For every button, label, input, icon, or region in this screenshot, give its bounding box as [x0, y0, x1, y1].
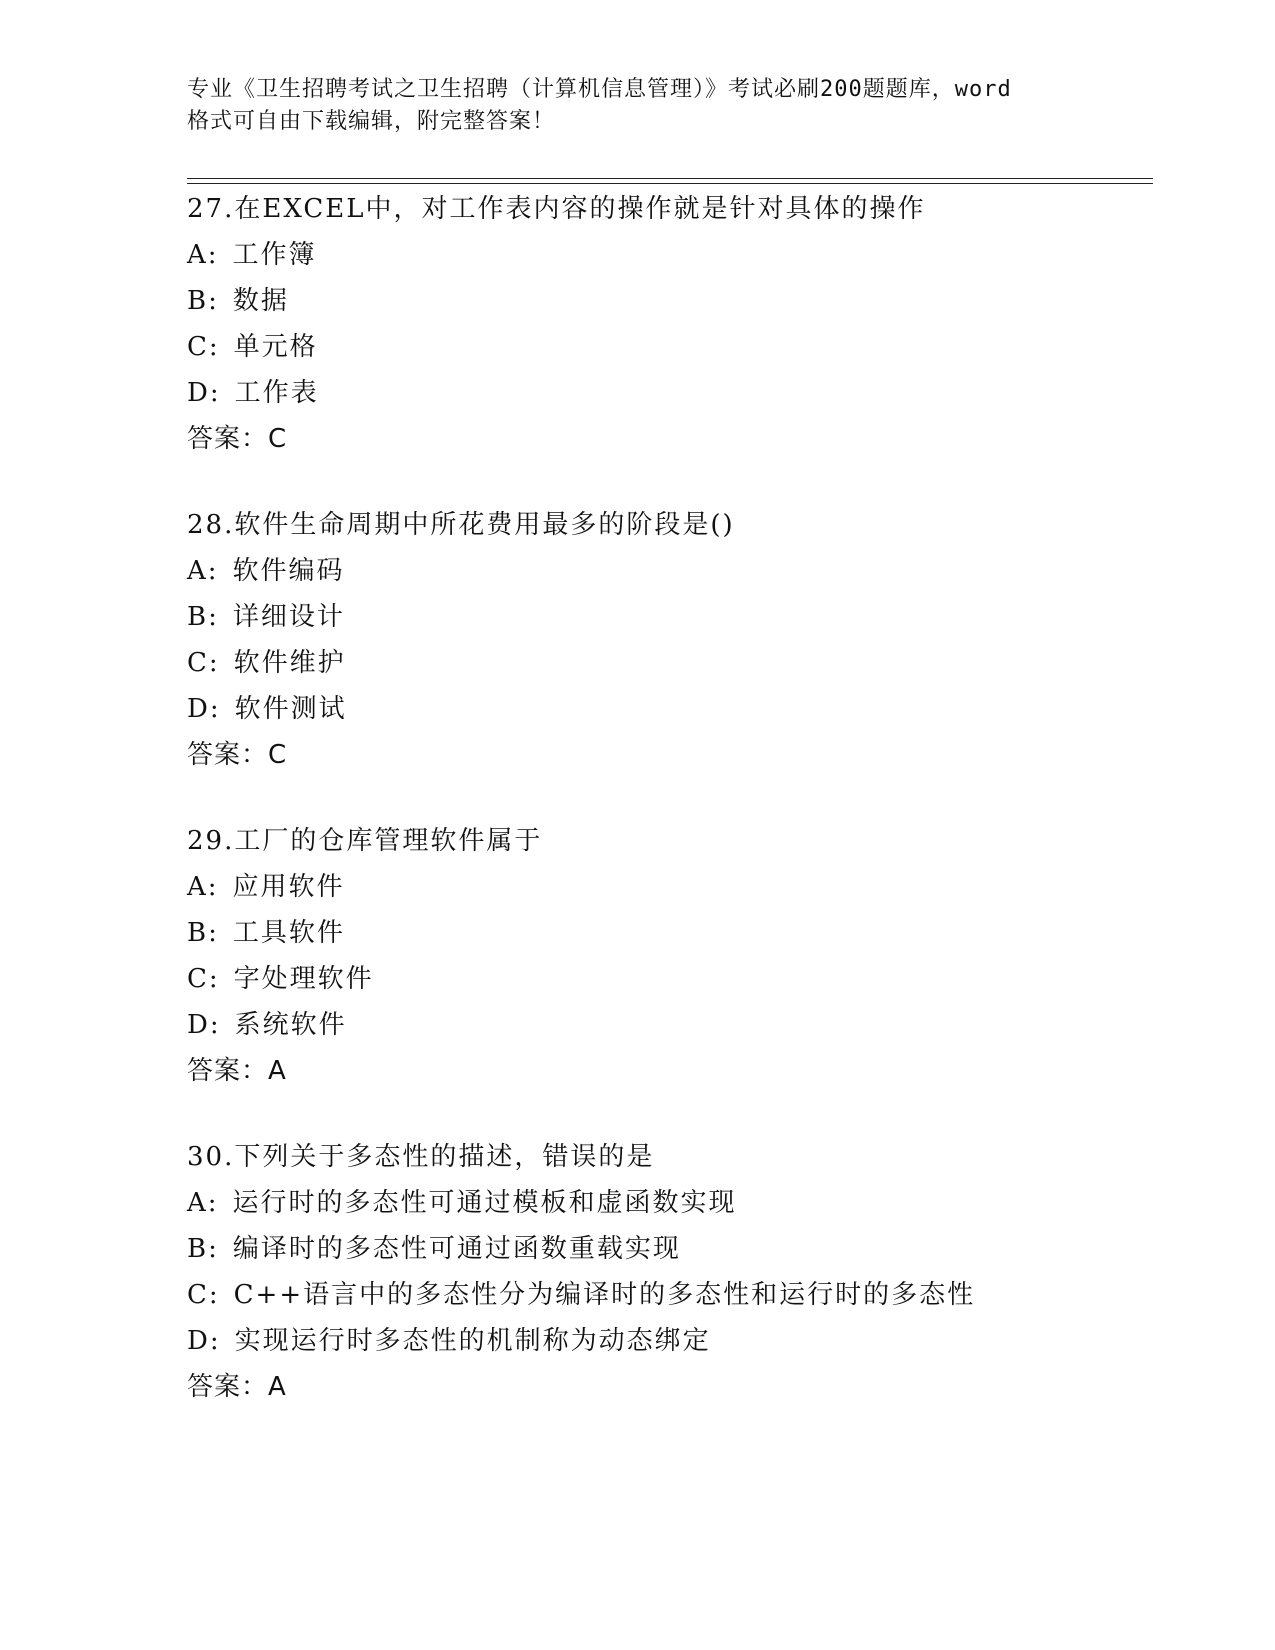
- option-text: C++语言中的多态性分为编译时的多态性和运行时的多态性: [233, 1280, 976, 1310]
- option-b: [187, 278, 1187, 324]
- option-key: D:: [187, 694, 221, 724]
- option-key: B:: [187, 1234, 219, 1264]
- option-key: C:: [187, 1280, 220, 1310]
- option-b: [187, 594, 1187, 640]
- option-d: [187, 370, 1187, 416]
- option-key: C:: [187, 964, 220, 994]
- option-key: C:: [187, 332, 220, 362]
- option-text: 软件测试: [234, 694, 347, 724]
- option-text: 应用软件: [232, 872, 345, 902]
- option-text: 软件编码: [232, 556, 345, 586]
- option-text: 详细设计: [232, 602, 345, 632]
- option-c: [187, 1272, 1187, 1318]
- option-text: 运行时的多态性可通过模板和虚函数实现: [232, 1188, 737, 1218]
- question-stem: 28.软件生命周期中所花费用最多的阶段是(): [187, 510, 735, 540]
- option-text: 工具软件: [232, 918, 345, 948]
- option-a: [187, 1180, 1187, 1226]
- header-divider: [187, 178, 1153, 184]
- question-30: [187, 1134, 1187, 1410]
- question-stem: 29.工厂的仓库管理软件属于: [187, 826, 543, 856]
- option-key: D:: [187, 1326, 221, 1356]
- question-27: [187, 186, 1187, 462]
- option-text: 实现运行时多态性的机制称为动态绑定: [234, 1326, 711, 1356]
- header-title-line-1: 专业《卫生招聘考试之卫生招聘（计算机信息管理）》考试必刷200题题库，word: [187, 77, 1012, 102]
- option-text: 工作簿: [232, 240, 317, 270]
- option-key: A:: [187, 240, 219, 270]
- option-key: B:: [187, 602, 219, 632]
- question-stem: 30.下列关于多态性的描述，错误的是: [187, 1142, 655, 1172]
- answer-line: 答案：A: [187, 1056, 287, 1086]
- option-text: 编译时的多态性可通过函数重载实现: [232, 1234, 681, 1264]
- option-d: [187, 1318, 1187, 1364]
- option-a: [187, 864, 1187, 910]
- option-key: A:: [187, 1188, 219, 1218]
- document-header: [187, 74, 1087, 138]
- option-key: B:: [187, 918, 219, 948]
- option-a: [187, 232, 1187, 278]
- option-c: [187, 640, 1187, 686]
- answer-line: 答案：A: [187, 1372, 287, 1402]
- option-a: [187, 548, 1187, 594]
- option-text: 单元格: [233, 332, 318, 362]
- option-text: 软件维护: [233, 648, 346, 678]
- header-title-line-2: 格式可自由下载编辑，附完整答案！: [187, 109, 556, 134]
- option-text: 工作表: [234, 378, 319, 408]
- option-text: 系统软件: [234, 1010, 347, 1040]
- option-key: C:: [187, 648, 220, 678]
- option-text: 数据: [232, 286, 289, 316]
- option-b: [187, 1226, 1187, 1272]
- option-b: [187, 910, 1187, 956]
- answer-line: 答案：C: [187, 740, 288, 770]
- question-stem: 27.在EXCEL中，对工作表内容的操作就是针对具体的操作: [187, 194, 926, 224]
- option-d: [187, 1002, 1187, 1048]
- option-text: 字处理软件: [233, 964, 374, 994]
- question-28: [187, 502, 1187, 778]
- option-key: A:: [187, 872, 219, 902]
- option-key: A:: [187, 556, 219, 586]
- option-key: D:: [187, 1010, 221, 1040]
- option-key: B:: [187, 286, 219, 316]
- option-key: D:: [187, 378, 221, 408]
- option-c: [187, 956, 1187, 1002]
- answer-line: 答案：C: [187, 424, 288, 454]
- option-c: [187, 324, 1187, 370]
- option-d: [187, 686, 1187, 732]
- question-29: [187, 818, 1187, 1094]
